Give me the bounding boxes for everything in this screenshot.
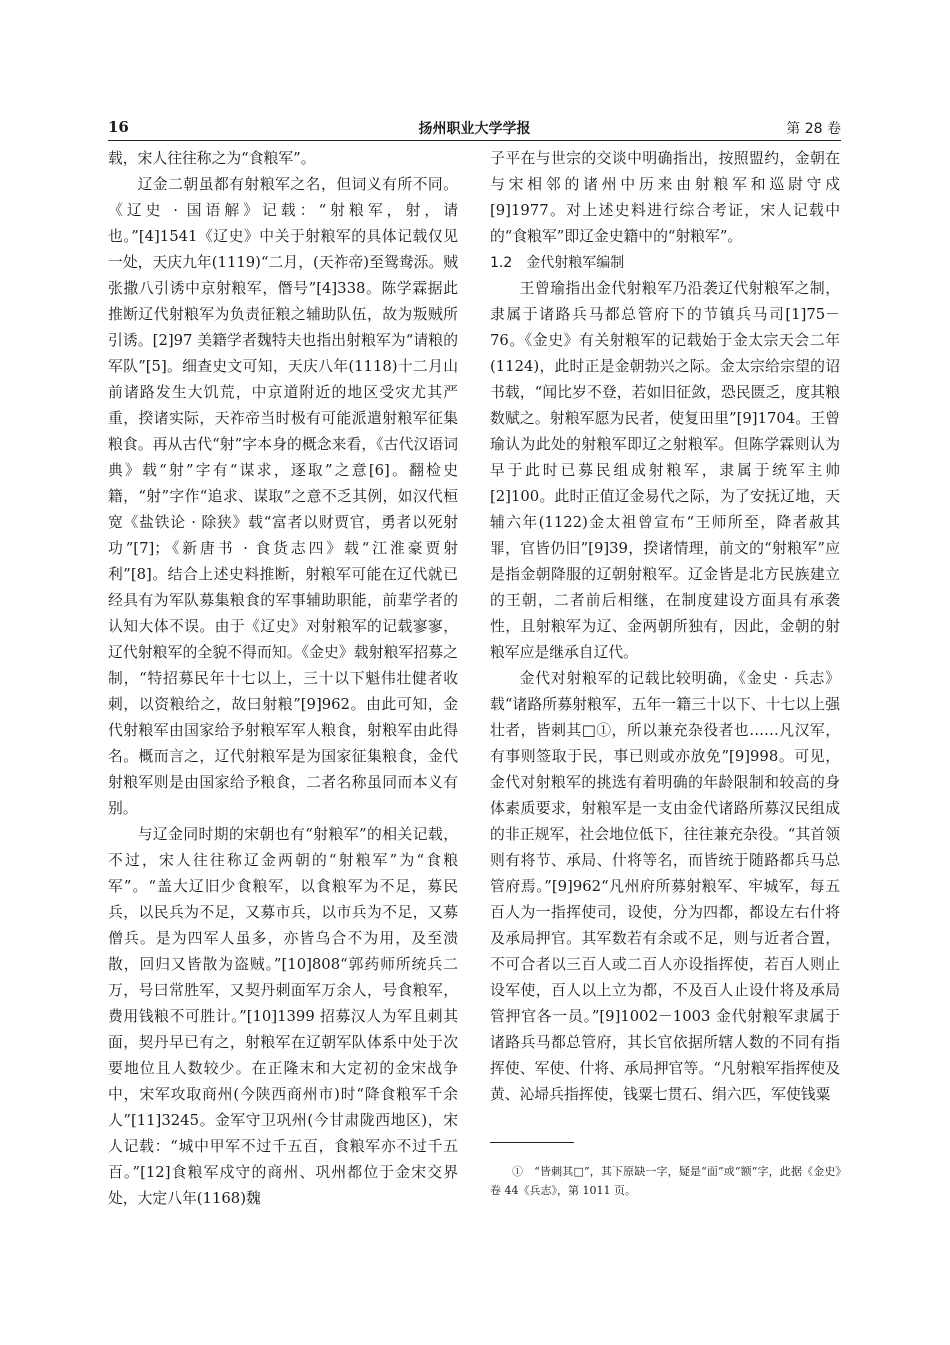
paragraph: 金代对射粮军的记载比较明确，《金史 · 兵志》载“诸路所募射粮军，五年一籍三十以下、十七以上强壮者，皆刺其□①，所以兼充杂役者也……凡汉军，有事则签取于民，事已则或亦放免”[9]998。可见，金代对射粮军的挑选有着明确的年龄限制和较高的身体素质要求，射粮军是一支由金代诸路所募汉民组成的非正规军，社会地位低下，往往兼充杂役。“其首领则有将节、承局、什将等名，而皆统于随路都兵马总管府焉。”[9]962“凡州府所募射粮军、牢城军，每五百人为一指挥使司，设使，分为四都，都设左右什将及承局押官。其军数若有余或不足，则与近者合置，不可合者以三百人或二百人亦设指挥使，若百人则止设军使，百人以上立为都，不及百人止设什将及承局管押官各一员。”[9]1002－1003 金代射粮军隶属于诸路兵马都总管府，其长官依据所辖人数的不同有指挥使、军使、什将、承局押官等。“凡射粮军指挥使及黄、沁埽兵指挥使，钱粟七贯石、绢六匹，军使钱粟 [490, 670, 840, 1103]
paragraph: 子平在与世宗的交谈中明确指出，按照盟约，金朝在与宋相邻的诸州中历来由射粮军和巡尉守戍[9]1977。对上述史料进行综合考证，宋人记载中的“食粮军”即辽金史籍中的“射粮军”。 [490, 150, 840, 245]
journal-title: 扬州职业大学学报 [418, 121, 531, 137]
paragraph: 辽金二朝虽都有射粮军之名，但词义有所不同。《辽史 · 国语解》记载：“射粮军，射，请也。”[4]1541《辽史》中关于射粮军的具体记载仅见一处，天庆九年(1119)“二月，(天祚帝)至鸳鸯泺。贼张撒八引诱中京射粮军，僭号”[4]338。陈学霖据此推断辽代射粮军为负责征粮之辅助队伍，故为叛贼所引诱。[2]97 美籍学者魏特夫也指出射粮军为“请粮的军队”[5]。细查史文可知，天庆八年(1118)十二月山前诸路发生大饥荒，中京道附近的地区受灾尤其严重，揆诸实际，天祚帝当时极有可能派遣射粮军征集粮食。再从古代“射”字本身的概念来看，《古代汉语词典》载“射”字有“谋求，逐取”之意[6]。翻检史籍，“射”字作“追求、谋取”之意不乏其例，如汉代桓宽《盐铁论 · 除狭》载“富者以财贾官，勇者以死射功”[7]；《新唐书 · 食货志四》载“江淮豪贾射利”[8]。结合上述史料推断，射粮军可能在辽代就已经具有为军队募集粮食的军事辅助职能，前辈学者的认知大体不误。由于《辽史》对射粮军的记载寥寥，辽代射粮军的全貌不得而知。《金史》载射粮军招募之制，“特招募民年十七以上，三十以下魁伟壮健者收刺，以资粮给之，故曰射粮”[9]962。由此可知，金代射粮军由国家给予射粮军军人粮食，射粮军由此得名。概而言之，辽代射粮军是为国家征集粮食，金代射粮军则是由国家给予粮食，二者名称虽同而本义有别。 [108, 176, 458, 817]
footnote: ① “皆刺其□”，其下原缺一字，疑是“面”或“额”字，此据《金史》卷 44《兵志》，第 1011 页。 [490, 1165, 841, 1197]
footnote-divider [490, 1142, 574, 1143]
section-heading: 1.2 金代射粮军编制 [490, 255, 625, 271]
left-column [108, 146, 458, 1212]
paragraph: 王曾瑜指出金代射粮军乃沿袭辽代射粮军之制，隶属于诸路兵马都总管府下的节镇兵马司[1]75－76。《金史》有关射粮军的记载始于金太宗天会二年(1124)，此时正是金朝勃兴之际。金太宗给宗望的诏书载，“闻比岁不登，若如旧征敛，恐民匮乏，度其粮数赋之。射粮军愿为民者，使复田里”[9]1704。王曾瑜认为此处的射粮军即辽之射粮军。但陈学霖则认为早于此时已募民组成射粮军，隶属于统军主帅[2]100。此时正值辽金易代之际，为了安抚辽地，天辅六年(1122)金太祖曾宣布“王师所至，降者赦其罪，官皆仍旧”[9]39，揆诸情理，前文的“射粮军”应是指金朝降服的辽朝射粮军。辽金皆是北方民族建立的王朝，二者前后相继，在制度建设方面具有承袭性，且射粮军为辽、金两朝所独有，因此，金朝的射粮军应是继承自辽代。 [490, 280, 840, 661]
paragraph: 载，宋人往往称之为“食粮军”。 [108, 150, 316, 167]
page-number: 16 [108, 118, 129, 136]
volume-label: 第 28 卷 [786, 121, 841, 137]
paragraph: 与辽金同时期的宋朝也有“射粮军”的相关记载，不过，宋人往往称辽金两朝的“射粮军”为“食粮军”。“盖大辽旧少食粮军，以食粮军为不足，募民兵，以民兵为不足，又募市兵，以市兵为不足，又募僧兵。是为四军人虽多，亦皆乌合不为用，及至溃散，回归又皆散为盗贼。”[10]808“郭药师所统兵二万，号曰常胜军，又契丹刺面军万余人，号食粮军，费用钱粮不可胜计。”[10]1399 招募汉人为军且刺其面，契丹早已有之，射粮军在辽朝军队体系中处于次要地位且人数较少。在正隆末和大定初的金宋战争中，宋军攻取商州(今陕西商州市)时“降食粮军千余人”[11]3245。金军守卫巩州(今甘肃陇西地区)，宋人记载：“城中甲军不过千五百，食粮军亦不过千五百。”[12]食粮军戍守的商州、巩州都位于金宋交界处，大定八年(1168)魏 [108, 826, 458, 1207]
running-header [108, 116, 841, 141]
right-column [490, 146, 840, 1108]
